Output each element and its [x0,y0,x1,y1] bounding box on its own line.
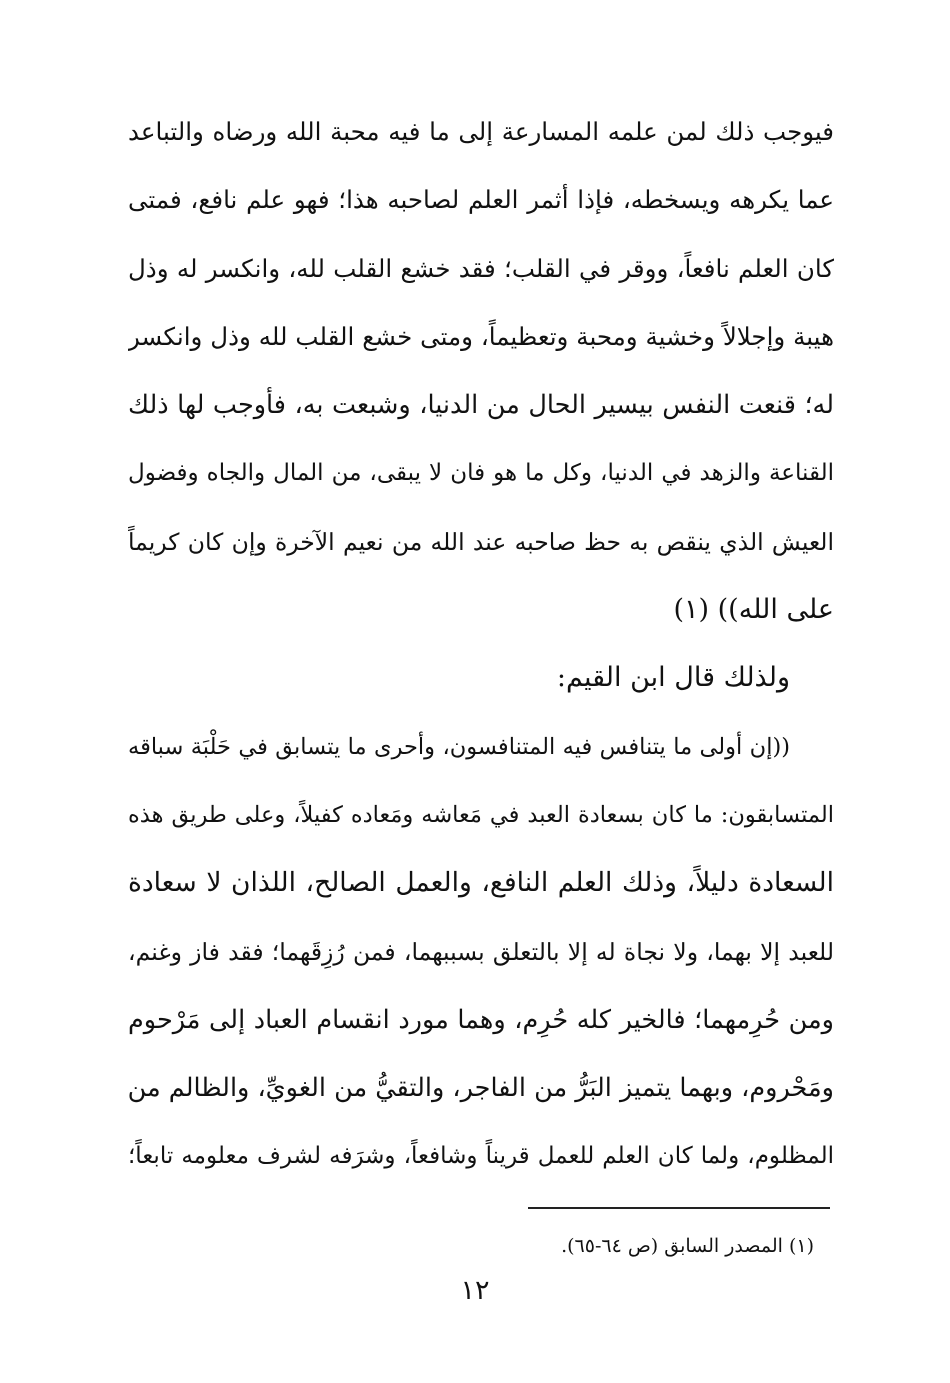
text-line: العيش الذي ينقص به حظ صاحبه عند الله من نعيم الآخرة وإن كان كريماً [128,527,834,556]
text-line: ومَحْروم، وبهما يتميز البَرُّ من الفاجر، والتقيُّ من الغويِّ، والظالم من [128,1073,834,1104]
page-number: ١٢ [460,1275,490,1306]
text-line: المظلوم، ولما كان العلم للعمل قريناً وشافعاً، وشرَفه لشرف معلومه تابعاً؛ [128,1143,834,1170]
paragraph-1 [128,98,834,644]
text-line: فيوجب ذلك لمن علمه المسارعة إلى ما فيه محبة الله ورضاه والتباعد [128,117,834,146]
text-line: ولذلك قال ابن القيم: [556,662,790,694]
footnote-separator [528,1207,830,1209]
text-line: السعادة دليلاً، وذلك العلم النافع، والعمل الصالح، اللذان لا سعادة [128,867,834,899]
text-line: المتسابقون: ما كان بسعادة العبد في مَعاشه ومَعاده كفيلاً، وعلى طريق هذه [128,801,834,828]
text-line: للعبد إلا بهما، ولا نجاة له إلا بالتعلق بسببهما، فمن رُزِقَهما؛ فقد فاز وغنم، [128,937,834,966]
text-line: القناعة والزهد في الدنيا، وكل ما هو فان لا يبقى، من المال والجاه وفضول [128,460,834,487]
paragraph-2 [128,644,834,712]
main-text [128,98,834,1191]
text-line: هيبة وإجلالاً وخشية ومحبة وتعظيماً، ومتى خشع القلب لله وذل وانكسر [128,321,834,351]
footnote: (١) المصدر السابق (ص ٦٤-٦٥). [561,1235,814,1257]
text-line: ومن حُرِمهما؛ فالخير كله حُرِم، وهما مورد انقسام العباد إلى مَرْحوم [128,1004,834,1035]
paragraph-3-quote [128,713,834,1191]
text-line: على الله)) (١) [673,594,834,626]
text-line: عما يكرهه ويسخطه، فإذا أثمر العلم لصاحبه هذا؛ فهو علم نافع، فمتى [128,185,834,215]
text-line: ((إن أولى ما يتنافس فيه المتنافسون، وأحرى ما يتسابق في حَلْبَة سباقه [128,733,790,760]
text-line: كان العلم نافعاً، ووقر في القلب؛ فقد خشع القلب لله، وانكسر له وذل [128,253,834,283]
text-line: له؛ قنعت النفس بيسير الحال من الدنيا، وشبعت به، فأوجب لها ذلك [128,390,834,421]
